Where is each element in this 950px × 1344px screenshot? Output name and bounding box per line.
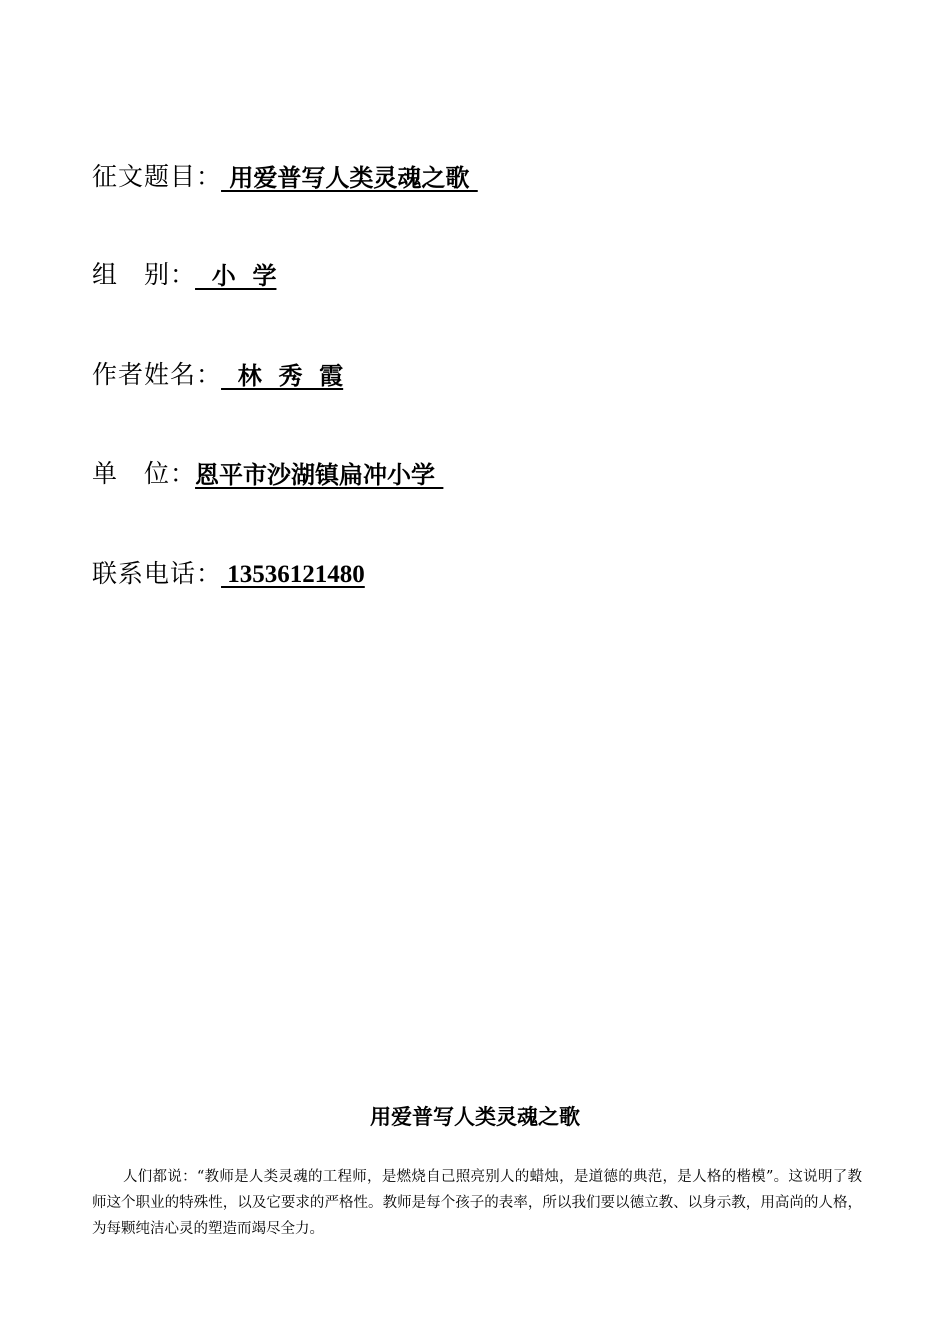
group-label: 组 别 — [92, 260, 171, 289]
essay-title-label: 征文题目 — [92, 162, 197, 191]
author-name-value: 林 秀 霞 — [221, 362, 344, 390]
form-row-author — [92, 351, 444, 391]
phone-label: 联系电话 — [92, 559, 197, 588]
colon: ： — [170, 459, 196, 488]
form-row-phone — [92, 550, 473, 590]
colon: ： — [170, 260, 196, 289]
form-row-unit — [92, 450, 513, 490]
form-row-essay-title — [92, 153, 567, 193]
essay-paragraph: 人们都说：“教师是人类灵魂的工程师，是燃烧自己照亮别人的蜡烛，是道德的典范，是人格的楷模”。这说明了教师这个职业的特殊性，以及它要求的严格性。教师是每个孩子的表率，所以我们要以德立教、以身示教，用高尚的人格，为每颗纯洁心灵的塑造而竭尽全力。 — [92, 1169, 862, 1237]
colon: ： — [196, 559, 222, 588]
essay-heading: 用爱普写人类灵魂之歌 — [370, 1105, 580, 1129]
colon: ： — [196, 162, 222, 191]
unit-value: 恩平市沙湖镇扁冲小学 — [195, 461, 444, 489]
unit-label: 单 位 — [92, 459, 171, 488]
essay-title-value: 用爱普写人类灵魂之歌 — [221, 164, 478, 192]
group-value: 小 学 — [195, 262, 277, 290]
phone-value: 13536121480 — [221, 561, 365, 588]
author-name-label: 作者姓名 — [92, 360, 197, 389]
form-row-group — [92, 251, 411, 291]
colon: ： — [196, 360, 222, 389]
